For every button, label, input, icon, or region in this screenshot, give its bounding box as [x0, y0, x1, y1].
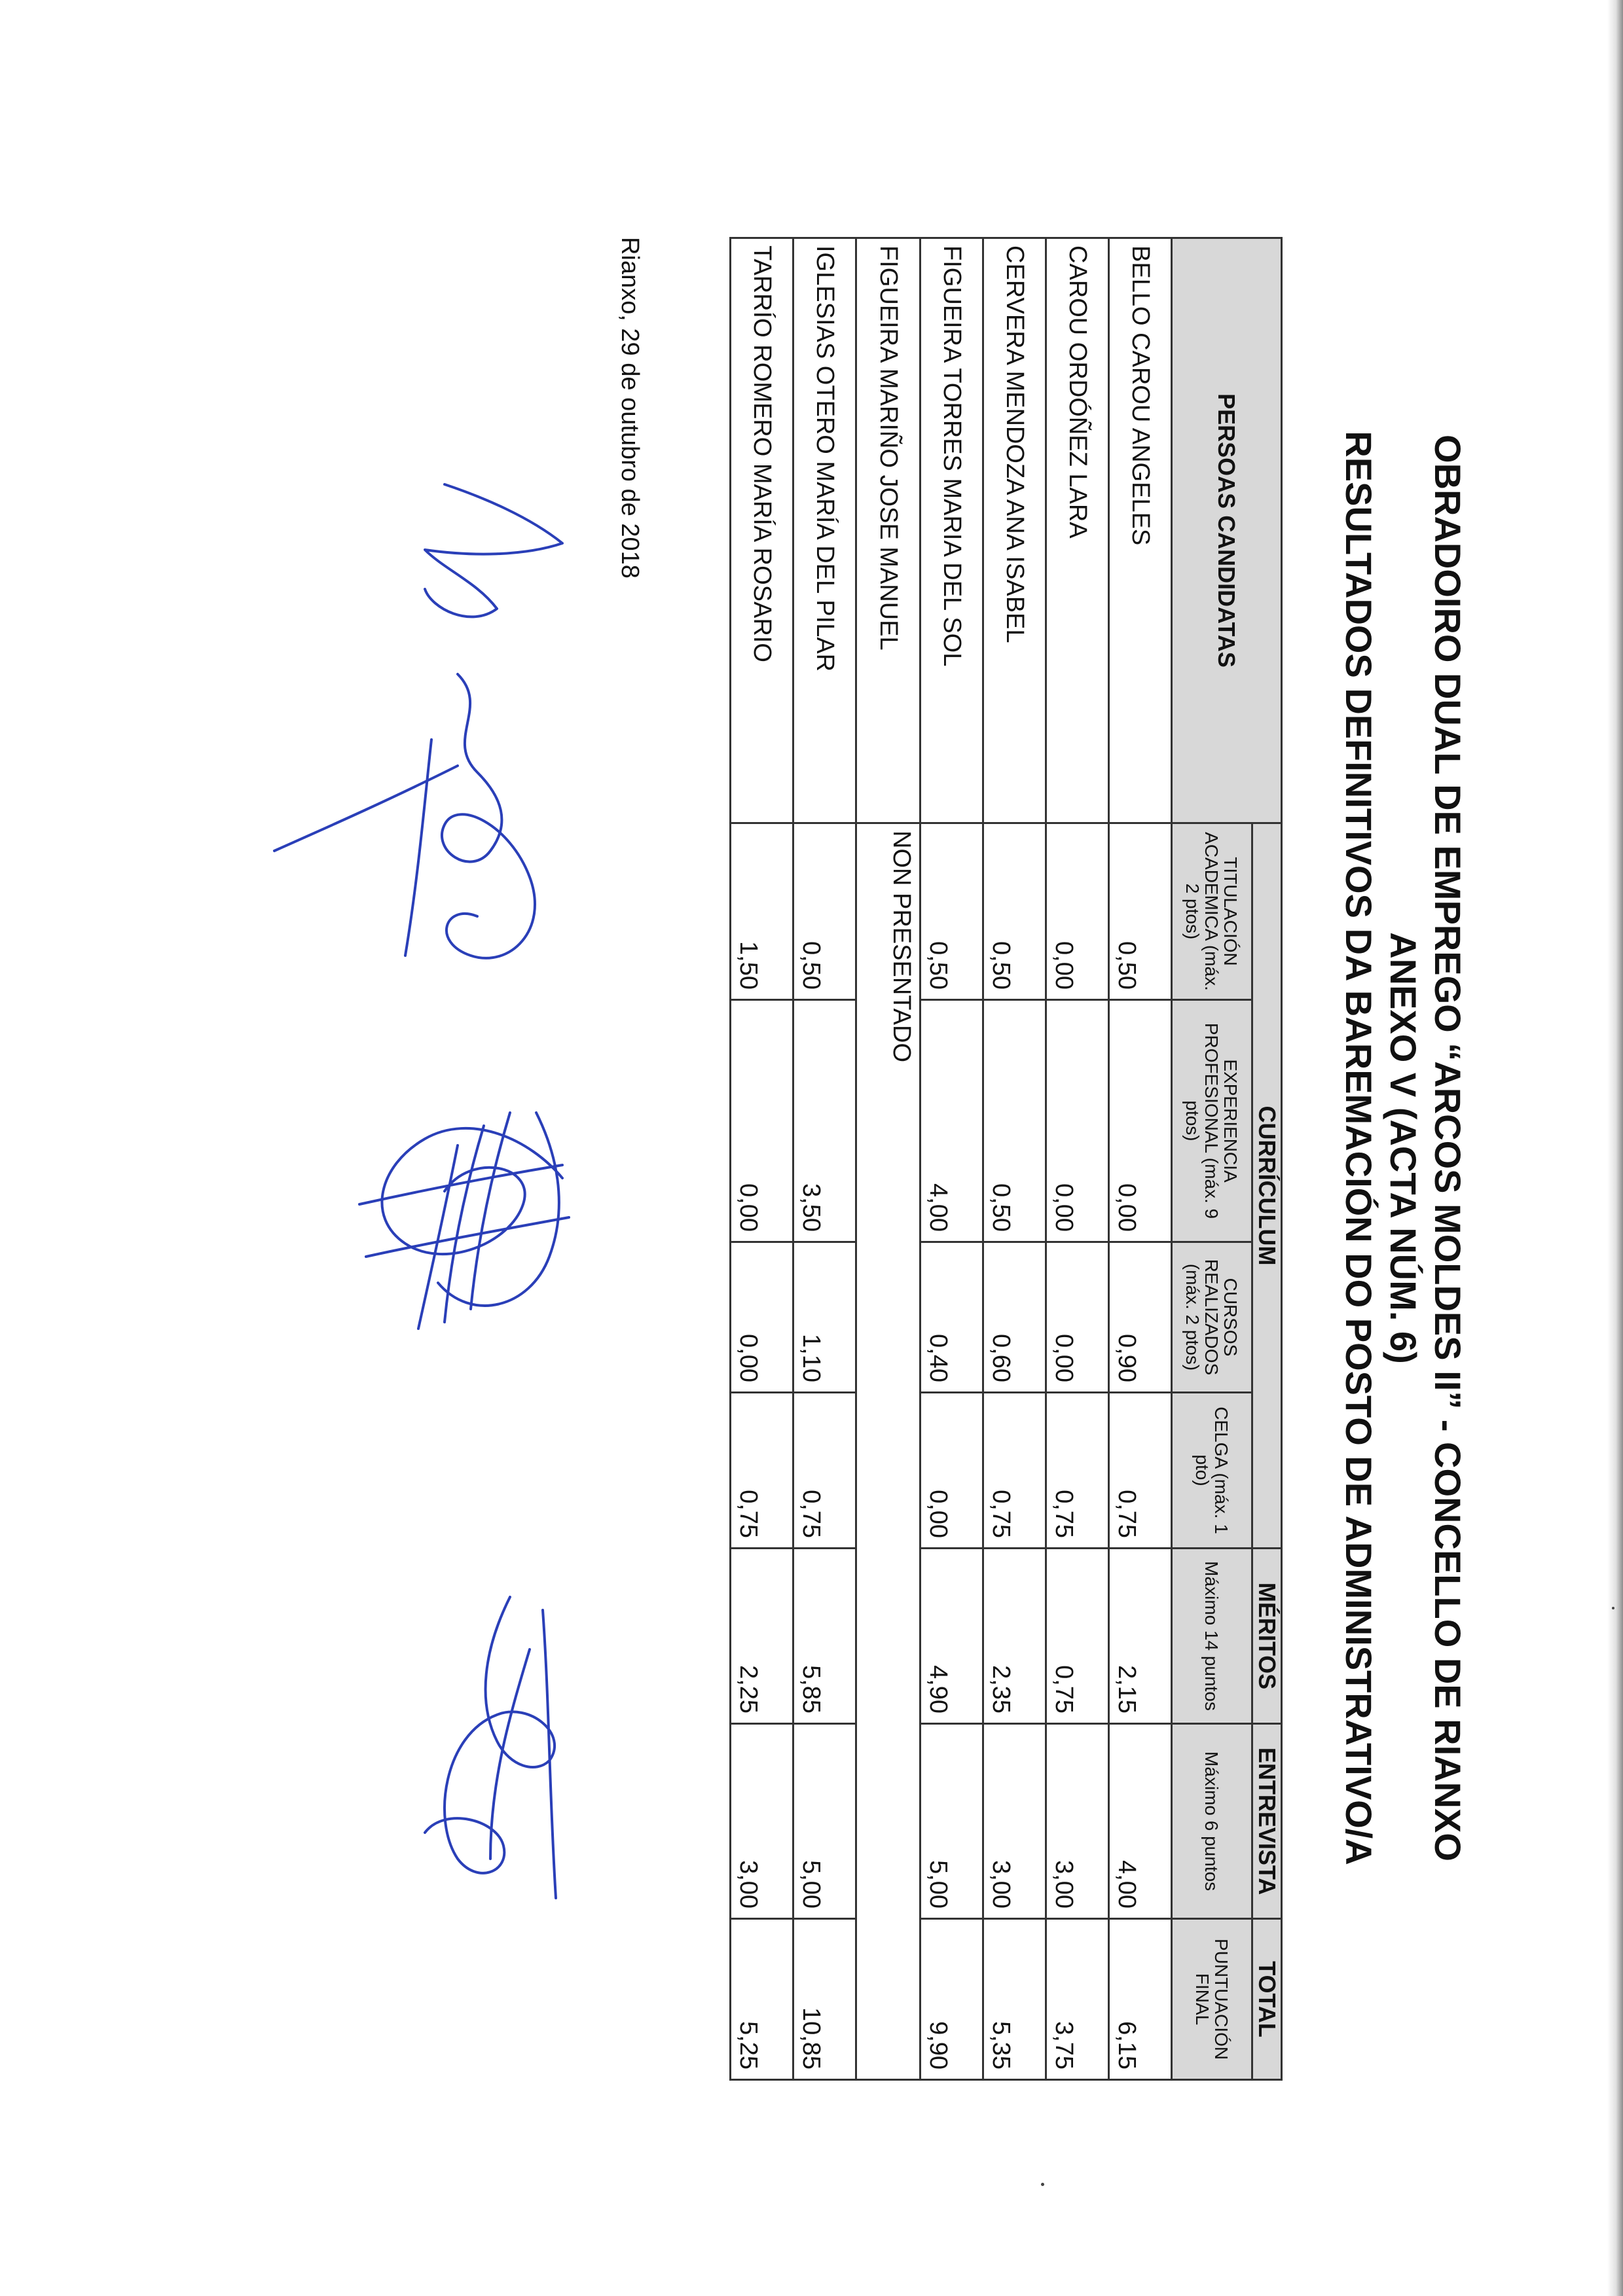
- score-titulacion: 0,50: [1109, 823, 1172, 1000]
- subheader-entrevista-max: Máximo 6 puntos: [1172, 1724, 1252, 1919]
- header-meritos: MÉRITOS: [1252, 1549, 1282, 1724]
- score-entrevista: 3,00: [731, 1724, 793, 1919]
- score-cursos: 0,00: [1046, 1242, 1109, 1393]
- score-experiencia: 0,00: [731, 1000, 793, 1242]
- score-cursos: 0,40: [921, 1242, 983, 1393]
- score-experiencia: 0,00: [1046, 1000, 1109, 1242]
- header-entrevista: ENTREVISTA: [1252, 1724, 1282, 1919]
- score-cursos: 0,60: [983, 1242, 1046, 1393]
- score-meritos: 5,85: [793, 1549, 856, 1724]
- score-titulacion: 1,50: [731, 823, 793, 1000]
- signature-1: [274, 484, 562, 958]
- score-celga: 0,75: [983, 1393, 1046, 1549]
- place-and-date: Rianxo, 29 de outubro de 2018: [616, 237, 644, 579]
- signature-2: [359, 1113, 569, 1329]
- score-titulacion: 0,50: [921, 823, 983, 1000]
- score-titulacion: 0,50: [983, 823, 1046, 1000]
- title-line-1: OBRADOIRO DUAL DE EMPREGO “ARCOS MOLDES II” - CONCELLO DE RIANXO: [1427, 435, 1468, 1861]
- candidate-name: FIGUEIRA TORRES MARIA DEL SOL: [921, 238, 983, 823]
- header-total: TOTAL: [1252, 1919, 1282, 2080]
- score-total: 9,90: [921, 1919, 983, 2080]
- status-non-presentado: NON PRESENTADO: [856, 823, 921, 2080]
- header-persoas-candidatas: PERSOAS CANDIDATAS: [1172, 238, 1282, 823]
- title-line-3: RESULTADOS DEFINITIVOS DA BAREMACIÓN DO POSTO DE ADMINISTRATIVO/A: [1338, 431, 1379, 1865]
- score-total: 6,15: [1109, 1919, 1172, 2080]
- table-row: [793, 238, 856, 2080]
- score-total: 5,25: [731, 1919, 793, 2080]
- candidate-name: CERVERA MENDOZA ANA ISABEL: [983, 238, 1046, 823]
- signature-3: [425, 1597, 556, 1898]
- score-meritos: 2,25: [731, 1549, 793, 1724]
- score-experiencia: 0,00: [1109, 1000, 1172, 1242]
- subheader-experiencia: EXPERIENCIA PROFESIONAL (máx. 9 ptos): [1172, 1000, 1252, 1242]
- score-entrevista: 3,00: [983, 1724, 1046, 1919]
- subheader-celga: CELGA (máx. 1 pto): [1172, 1393, 1252, 1549]
- score-experiencia: 0,50: [983, 1000, 1046, 1242]
- results-table: [729, 237, 1283, 2081]
- score-cursos: 0,90: [1109, 1242, 1172, 1393]
- score-entrevista: 5,00: [921, 1724, 983, 1919]
- candidate-name: IGLESIAS OTERO MARÍA DEL PILAR: [793, 238, 856, 823]
- signatures-area: [52, 458, 641, 2160]
- table-row: [1046, 238, 1109, 2080]
- score-cursos: 1,10: [793, 1242, 856, 1393]
- table-row: [856, 238, 921, 2080]
- score-entrevista: 5,00: [793, 1724, 856, 1919]
- candidate-name: FIGUEIRA MARIÑO JOSE MANUEL: [856, 238, 921, 823]
- table-row: [983, 238, 1046, 2080]
- score-titulacion: 0,50: [793, 823, 856, 1000]
- subheader-puntuacion-final: PUNTUACIÓN FINAL: [1172, 1919, 1252, 2080]
- subheader-cursos: CURSOS REALIZADOS (máx. 2 ptos): [1172, 1242, 1252, 1393]
- score-celga: 0,75: [793, 1393, 856, 1549]
- score-meritos: 2,35: [983, 1549, 1046, 1724]
- score-total: 5,35: [983, 1919, 1046, 2080]
- score-celga: 0,75: [1046, 1393, 1109, 1549]
- score-experiencia: 3,50: [793, 1000, 856, 1242]
- signatures-group: [274, 484, 569, 1898]
- score-meritos: 0,75: [1046, 1549, 1109, 1724]
- candidate-name: BELLO CAROU ANGELES: [1109, 238, 1172, 823]
- score-celga: 0,00: [921, 1393, 983, 1549]
- score-total: 10,85: [793, 1919, 856, 2080]
- candidate-name: CAROU ORDÓÑEZ LARA: [1046, 238, 1109, 823]
- subheader-meritos-max: Máximo 14 puntos: [1172, 1549, 1252, 1724]
- score-cursos: 0,00: [731, 1242, 793, 1393]
- score-entrevista: 4,00: [1109, 1724, 1172, 1919]
- score-meritos: 2,15: [1109, 1549, 1172, 1724]
- title-line-2: ANEXO V (ACTA NÚM. 6): [1383, 932, 1424, 1364]
- score-meritos: 4,90: [921, 1549, 983, 1724]
- score-experiencia: 4,00: [921, 1000, 983, 1242]
- candidate-name: TARRÍO ROMERO MARÍA ROSARIO: [731, 238, 793, 823]
- header-curriculum: CURRÍCULUM: [1252, 823, 1282, 1549]
- group-header-row: [1252, 238, 1282, 2080]
- table-row: [1109, 238, 1172, 2080]
- score-total: 3,75: [1046, 1919, 1109, 2080]
- table-row: [921, 238, 983, 2080]
- score-celga: 0,75: [1109, 1393, 1172, 1549]
- table-row: [731, 238, 793, 2080]
- subheader-titulacion: TITULACIÓN ACADEMICA (máx. 2 ptos): [1172, 823, 1252, 1000]
- score-titulacion: 0,00: [1046, 823, 1109, 1000]
- score-entrevista: 3,00: [1046, 1724, 1109, 1919]
- score-celga: 0,75: [731, 1393, 793, 1549]
